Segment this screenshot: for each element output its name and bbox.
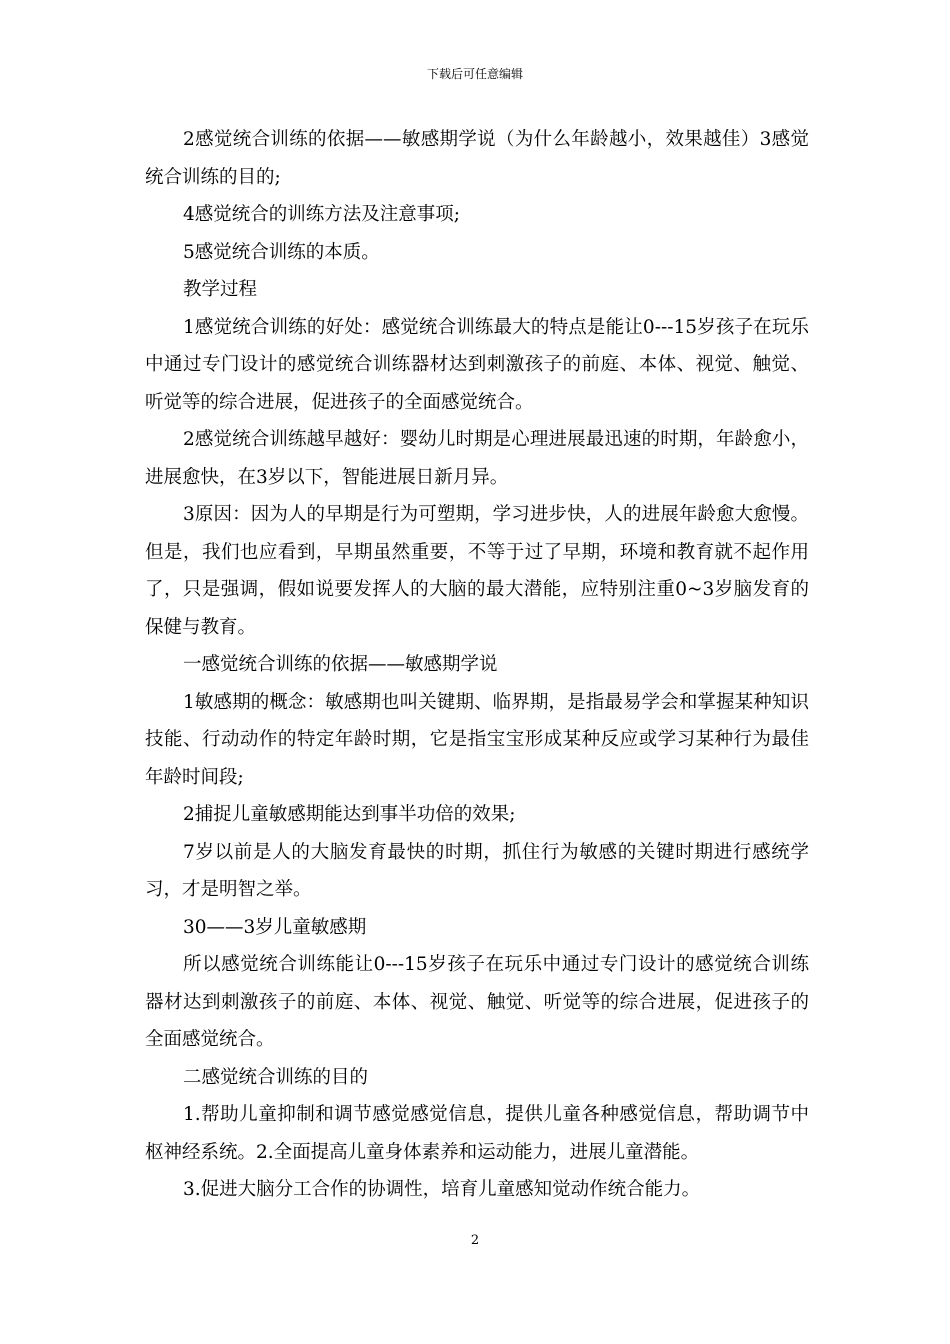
paragraph: 4感觉统合的训练方法及注意事项;	[183, 204, 461, 225]
paragraph: 1敏感期的概念：敏感期也叫关键期、临界期，是指最易学会和掌握某种知识技能、行动动作的特定年龄时期，它是指宝宝形成某种反应或学习某种行为最佳年龄时间段;	[145, 691, 809, 788]
paragraph: 1感觉统合训练的好处：感觉统合训练最大的特点是能让0---15岁孩子在玩乐中通过专门设计的感觉统合训练器材达到刺激孩子的前庭、本体、视觉、触觉、听觉等的综合进展，促进孩子的全面感觉统合。	[145, 316, 809, 413]
section-heading: 二感觉统合训练的目的	[183, 1066, 369, 1088]
page-header-note: 下载后可任意编辑	[426, 67, 523, 81]
paragraph: 所以感觉统合训练能让0---15岁孩子在玩乐中通过专门设计的感觉统合训练器材达到刺激孩子的前庭、本体、视觉、触觉、听觉等的综合进展，促进孩子的全面感觉统合。	[145, 954, 809, 1050]
paragraph: 1.帮助儿童抑制和调节感觉感觉信息，提供儿童各种感觉信息，帮助调节中枢神经系统。2.全面提高儿童身体素养和运动能力，进展儿童潜能。	[145, 1104, 809, 1163]
page-number: 2	[470, 1233, 480, 1248]
document-body	[145, 121, 809, 1209]
paragraph: 30——3岁儿童敏感期	[183, 916, 367, 938]
paragraph: 3.促进大脑分工合作的协调性，培育儿童感知觉动作统合能力。	[183, 1179, 701, 1200]
paragraph: 2感觉统合训练的依据——敏感期学说（为什么年龄越小，效果越佳）3感觉统合训练的目的;	[145, 129, 809, 188]
paragraph: 3原因：因为人的早期是行为可塑期，学习进步快，人的进展年龄愈大愈慢。但是，我们也应看到，早期虽然重要，不等于过了早期，环境和教育就不起作用了，只是强调，假如说要发挥人的大脑的最大潜能，应特别注重0~3岁脑发育的保健与教育。	[145, 504, 809, 638]
paragraph: 5感觉统合训练的本质。	[183, 241, 380, 263]
paragraph: 2感觉统合训练越早越好：婴幼儿时期是心理进展最迅速的时期，年龄愈小，进展愈快，在3岁以下，智能进展日新月异。	[145, 429, 809, 488]
section-heading: 一感觉统合训练的依据——敏感期学说	[183, 654, 498, 675]
section-heading: 教学过程	[183, 279, 258, 300]
paragraph: 7岁以前是人的大脑发育最快的时期，抓住行为敏感的关键时期进行感统学习，才是明智之举。	[145, 841, 809, 900]
paragraph: 2捕捉儿童敏感期能达到事半功倍的效果;	[183, 804, 516, 825]
